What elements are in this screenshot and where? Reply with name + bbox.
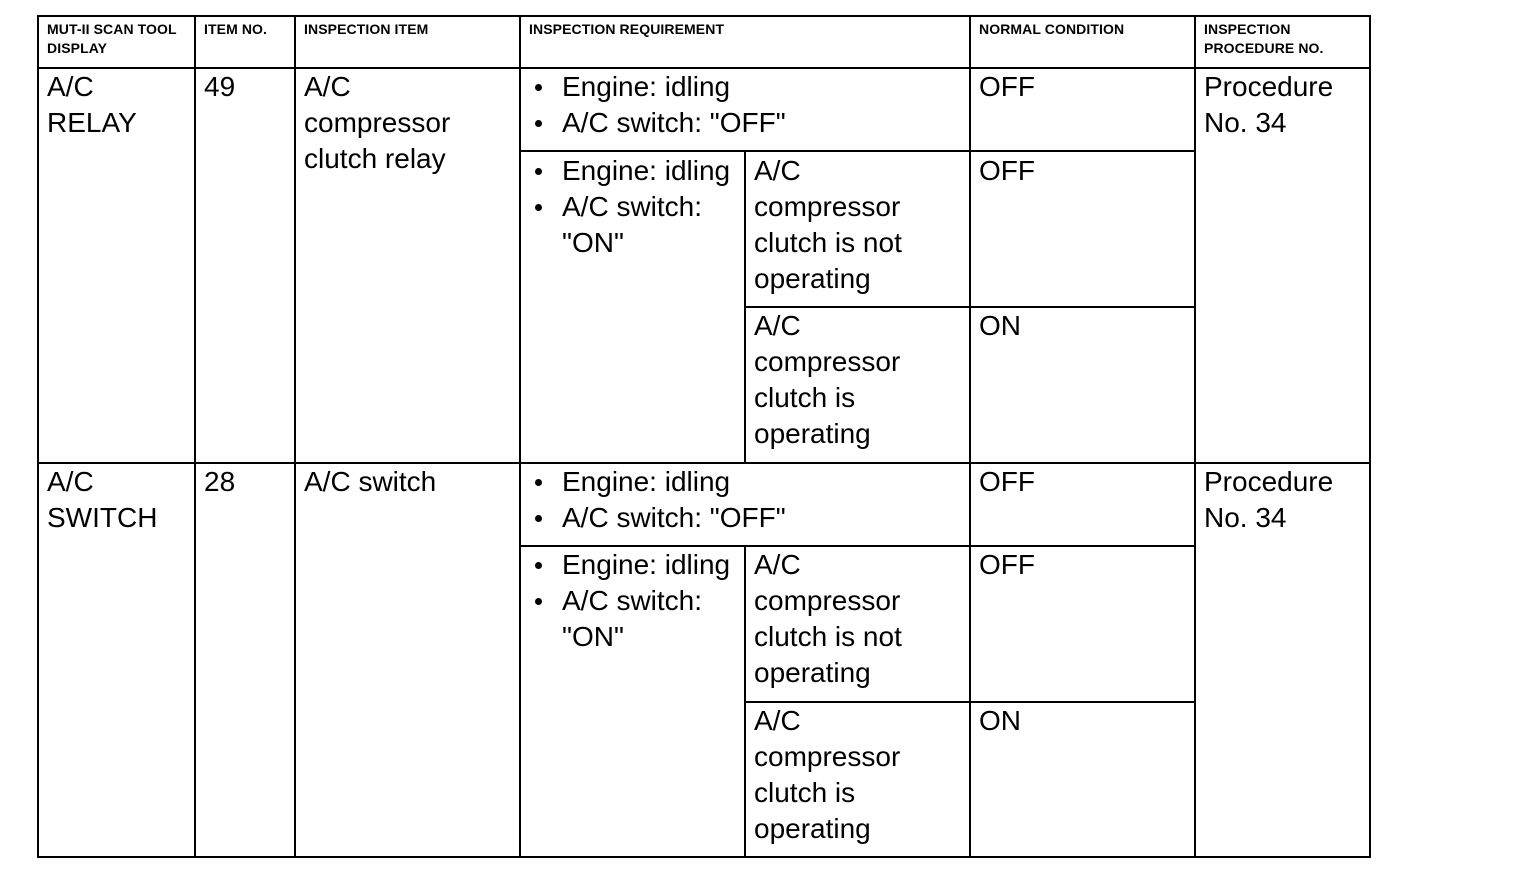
r2-req-off-engine: Engine: idling [524, 464, 964, 500]
sub-divider-r1 [744, 150, 746, 463]
table-border-left [37, 15, 39, 858]
r1-normal-off: OFF [979, 71, 1035, 102]
r2-inspection-item: A/C switch [304, 466, 437, 497]
sub-divider-r2 [744, 545, 746, 858]
table-border-bottom [37, 856, 1371, 858]
r2-requirement-on [524, 547, 739, 655]
r2-display: A/C SWITCH [47, 466, 158, 533]
r2-normal-off: OFF [979, 466, 1035, 497]
col-divider-3 [519, 15, 521, 858]
col-divider-1 [194, 15, 196, 858]
header-scan-tool-display: MUT-II SCAN TOOL DISPLAY [47, 21, 177, 56]
r2-procedure: Procedure No. 34 [1204, 466, 1334, 533]
table-border-right [1369, 15, 1371, 858]
header-procedure-no: INSPECTION PROCEDURE NO. [1204, 21, 1324, 56]
r1-requirement-on [524, 153, 739, 261]
r1-procedure: Procedure No. 34 [1204, 71, 1334, 138]
r2-normal-operating: ON [979, 705, 1021, 736]
r1-req-off-engine: Engine: idling [524, 69, 964, 105]
r1-req-on-engine: Engine: idling [524, 153, 739, 189]
r1-display: A/C RELAY [47, 71, 137, 138]
table-border-top [37, 15, 1371, 17]
header-inspection-item: INSPECTION ITEM [304, 21, 429, 37]
r2-sub-not-operating: A/C compressor clutch is not operating [754, 549, 902, 688]
r2-req-off-switch: A/C switch: "OFF" [524, 500, 964, 536]
header-item-no: ITEM NO. [204, 21, 268, 37]
r1-sub-operating: A/C compressor clutch is operating [754, 310, 901, 449]
r1-normal-not-operating: OFF [979, 155, 1035, 186]
r2-requirement-off [524, 464, 964, 536]
r1-requirement-off [524, 69, 964, 141]
col-divider-2 [294, 15, 296, 858]
r1-req-on-switch: A/C switch: "ON" [524, 189, 739, 261]
r2-req-on-switch: A/C switch: "ON" [524, 583, 739, 655]
header-inspection-requirement: INSPECTION REQUIREMENT [529, 21, 725, 37]
col-divider-4 [969, 15, 971, 858]
r1-item-no: 49 [204, 71, 236, 102]
r2-sub-operating: A/C compressor clutch is operating [754, 705, 901, 844]
r2-req-on-engine: Engine: idling [524, 547, 739, 583]
r2-normal-not-operating: OFF [979, 549, 1035, 580]
r1-normal-operating: ON [979, 310, 1021, 341]
r1-sub-not-operating: A/C compressor clutch is not operating [754, 155, 902, 294]
r1-req-off-switch: A/C switch: "OFF" [524, 105, 964, 141]
r2-item-no: 28 [204, 466, 236, 497]
inspection-table [37, 15, 1371, 858]
col-divider-5 [1194, 15, 1196, 858]
header-normal-condition: NORMAL CONDITION [979, 21, 1125, 37]
rule-r1-off [520, 150, 1195, 152]
r1-inspection-item: A/C compressor clutch relay [304, 71, 451, 174]
